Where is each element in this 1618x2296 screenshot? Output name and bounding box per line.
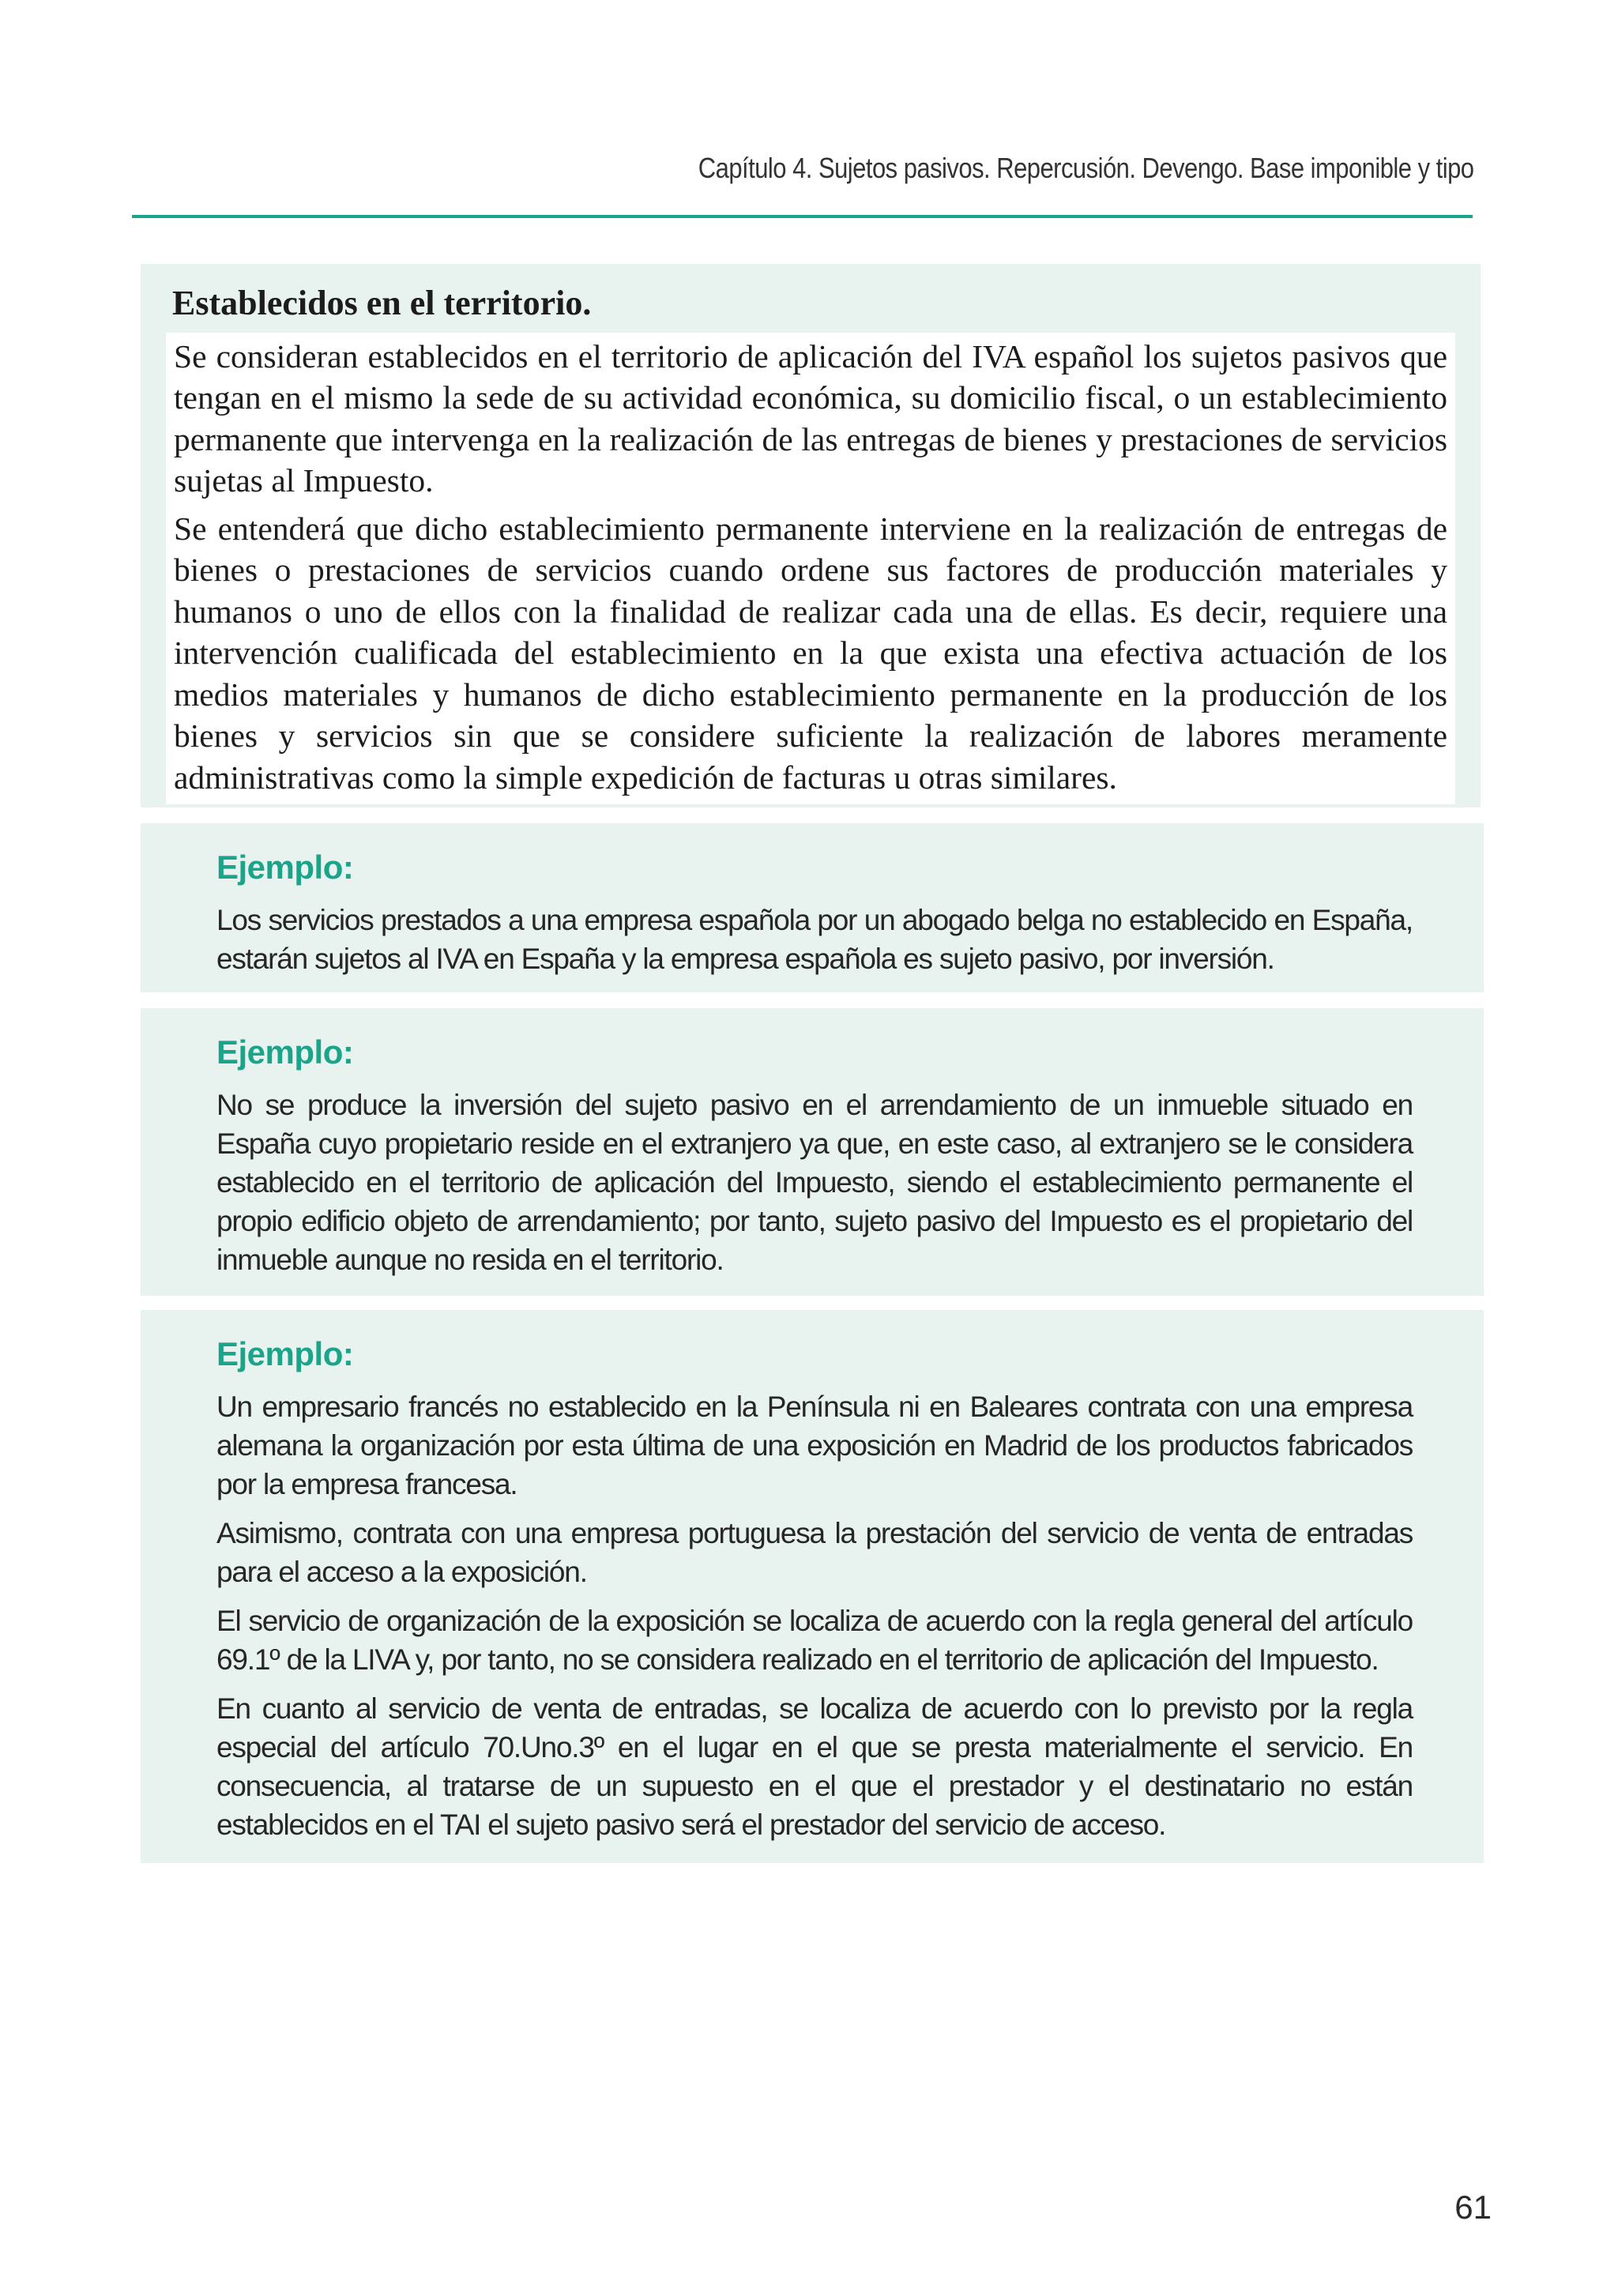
example-box [141,823,1484,992]
example-paragraph: Los servicios prestados a una empresa española por un abogado belga no establecido en España, estarán sujetos al IVA en España y la empresa española es sujeto pasivo, por inversión. [216,904,1413,975]
definition-paragraph: Se consideran establecidos en el territorio de aplicación del IVA español los sujetos pasivos que tengan en el mismo la sede de su actividad económica, su domicilio fiscal, o un establecimiento permanente que intervenga en la realización de las entregas de bienes y prestaciones de servicios sujetas al Impuesto. [174,337,1447,499]
definition-paragraph: Se entenderá que dicho establecimiento permanente interviene en la realización de entregas de bienes o prestaciones de servicios cuando ordene sus factores de producción materiales y humanos o uno de ellos con la finalidad de realizar cada una de ellas. Es decir, requiere una intervención cualificada del establecimiento en la que exista una efectiva actuación de los medios materiales y humanos de dicho establecimiento permanente en la producción de los bienes y servicios sin que se considere suficiente la realización de labores meramente administrativas como la simple expedición de facturas u otras similares. [174,510,1447,796]
example-title: Ejemplo: [216,1335,354,1372]
definition-body [166,333,1455,805]
example-paragraph: Un empresario francés no establecido en la Península ni en Baleares contrata con una empresa alemana la organización por esta última de una exposición en Madrid de los productos fabricados por la empresa francesa. [216,1391,1413,1500]
example-body [216,1086,1413,1279]
example-paragraph: En cuanto al servicio de venta de entradas, se localiza de acuerdo con lo previsto por la regla especial del artículo 70.Uno.3º en el lugar en el que se presta materialmente el servicio. En consecuencia, al tratarse de un supuesto en el que el prestador y el destinatario no están establecidos en el TAI el sujeto pasivo será el prestador del servicio de acceso. [216,1692,1413,1841]
page-number: 61 [1454,2189,1492,2226]
definition-box [141,264,1481,807]
example-body [216,1387,1413,1844]
example-paragraph: El servicio de organización de la exposición se localiza de acuerdo con la regla general del artículo 69.1º de la LIVA y, por tanto, no se considera realizado en el territorio de aplicación del Impuesto. [216,1605,1413,1676]
definition-title: Establecidos en el territorio. [172,284,592,322]
running-header: Capítulo 4. Sujetos pasivos. Repercusión. Devengo. Base imponible y tipo [698,152,1473,184]
example-paragraph: No se produce la inversión del sujeto pasivo en el arrendamiento de un inmueble situado en España cuyo propietario reside en el extranjero ya que, en este caso, al extranjero se le considera establecido en el territorio de aplicación del Impuesto, siendo el establecimiento permanente el propio edificio objeto de arrendamiento; por tanto, sujeto pasivo del Impuesto es el propietario del inmueble aunque no resida en el territorio. [216,1089,1413,1276]
header-divider [132,215,1473,218]
example-body [216,901,1413,978]
example-box [141,1008,1484,1296]
example-title: Ejemplo: [216,1033,354,1071]
example-box [141,1310,1484,1863]
example-paragraph: Asimismo, contrata con una empresa portuguesa la prestación del servicio de venta de entradas para el acceso a la exposición. [216,1517,1413,1588]
example-title: Ejemplo: [216,849,354,886]
